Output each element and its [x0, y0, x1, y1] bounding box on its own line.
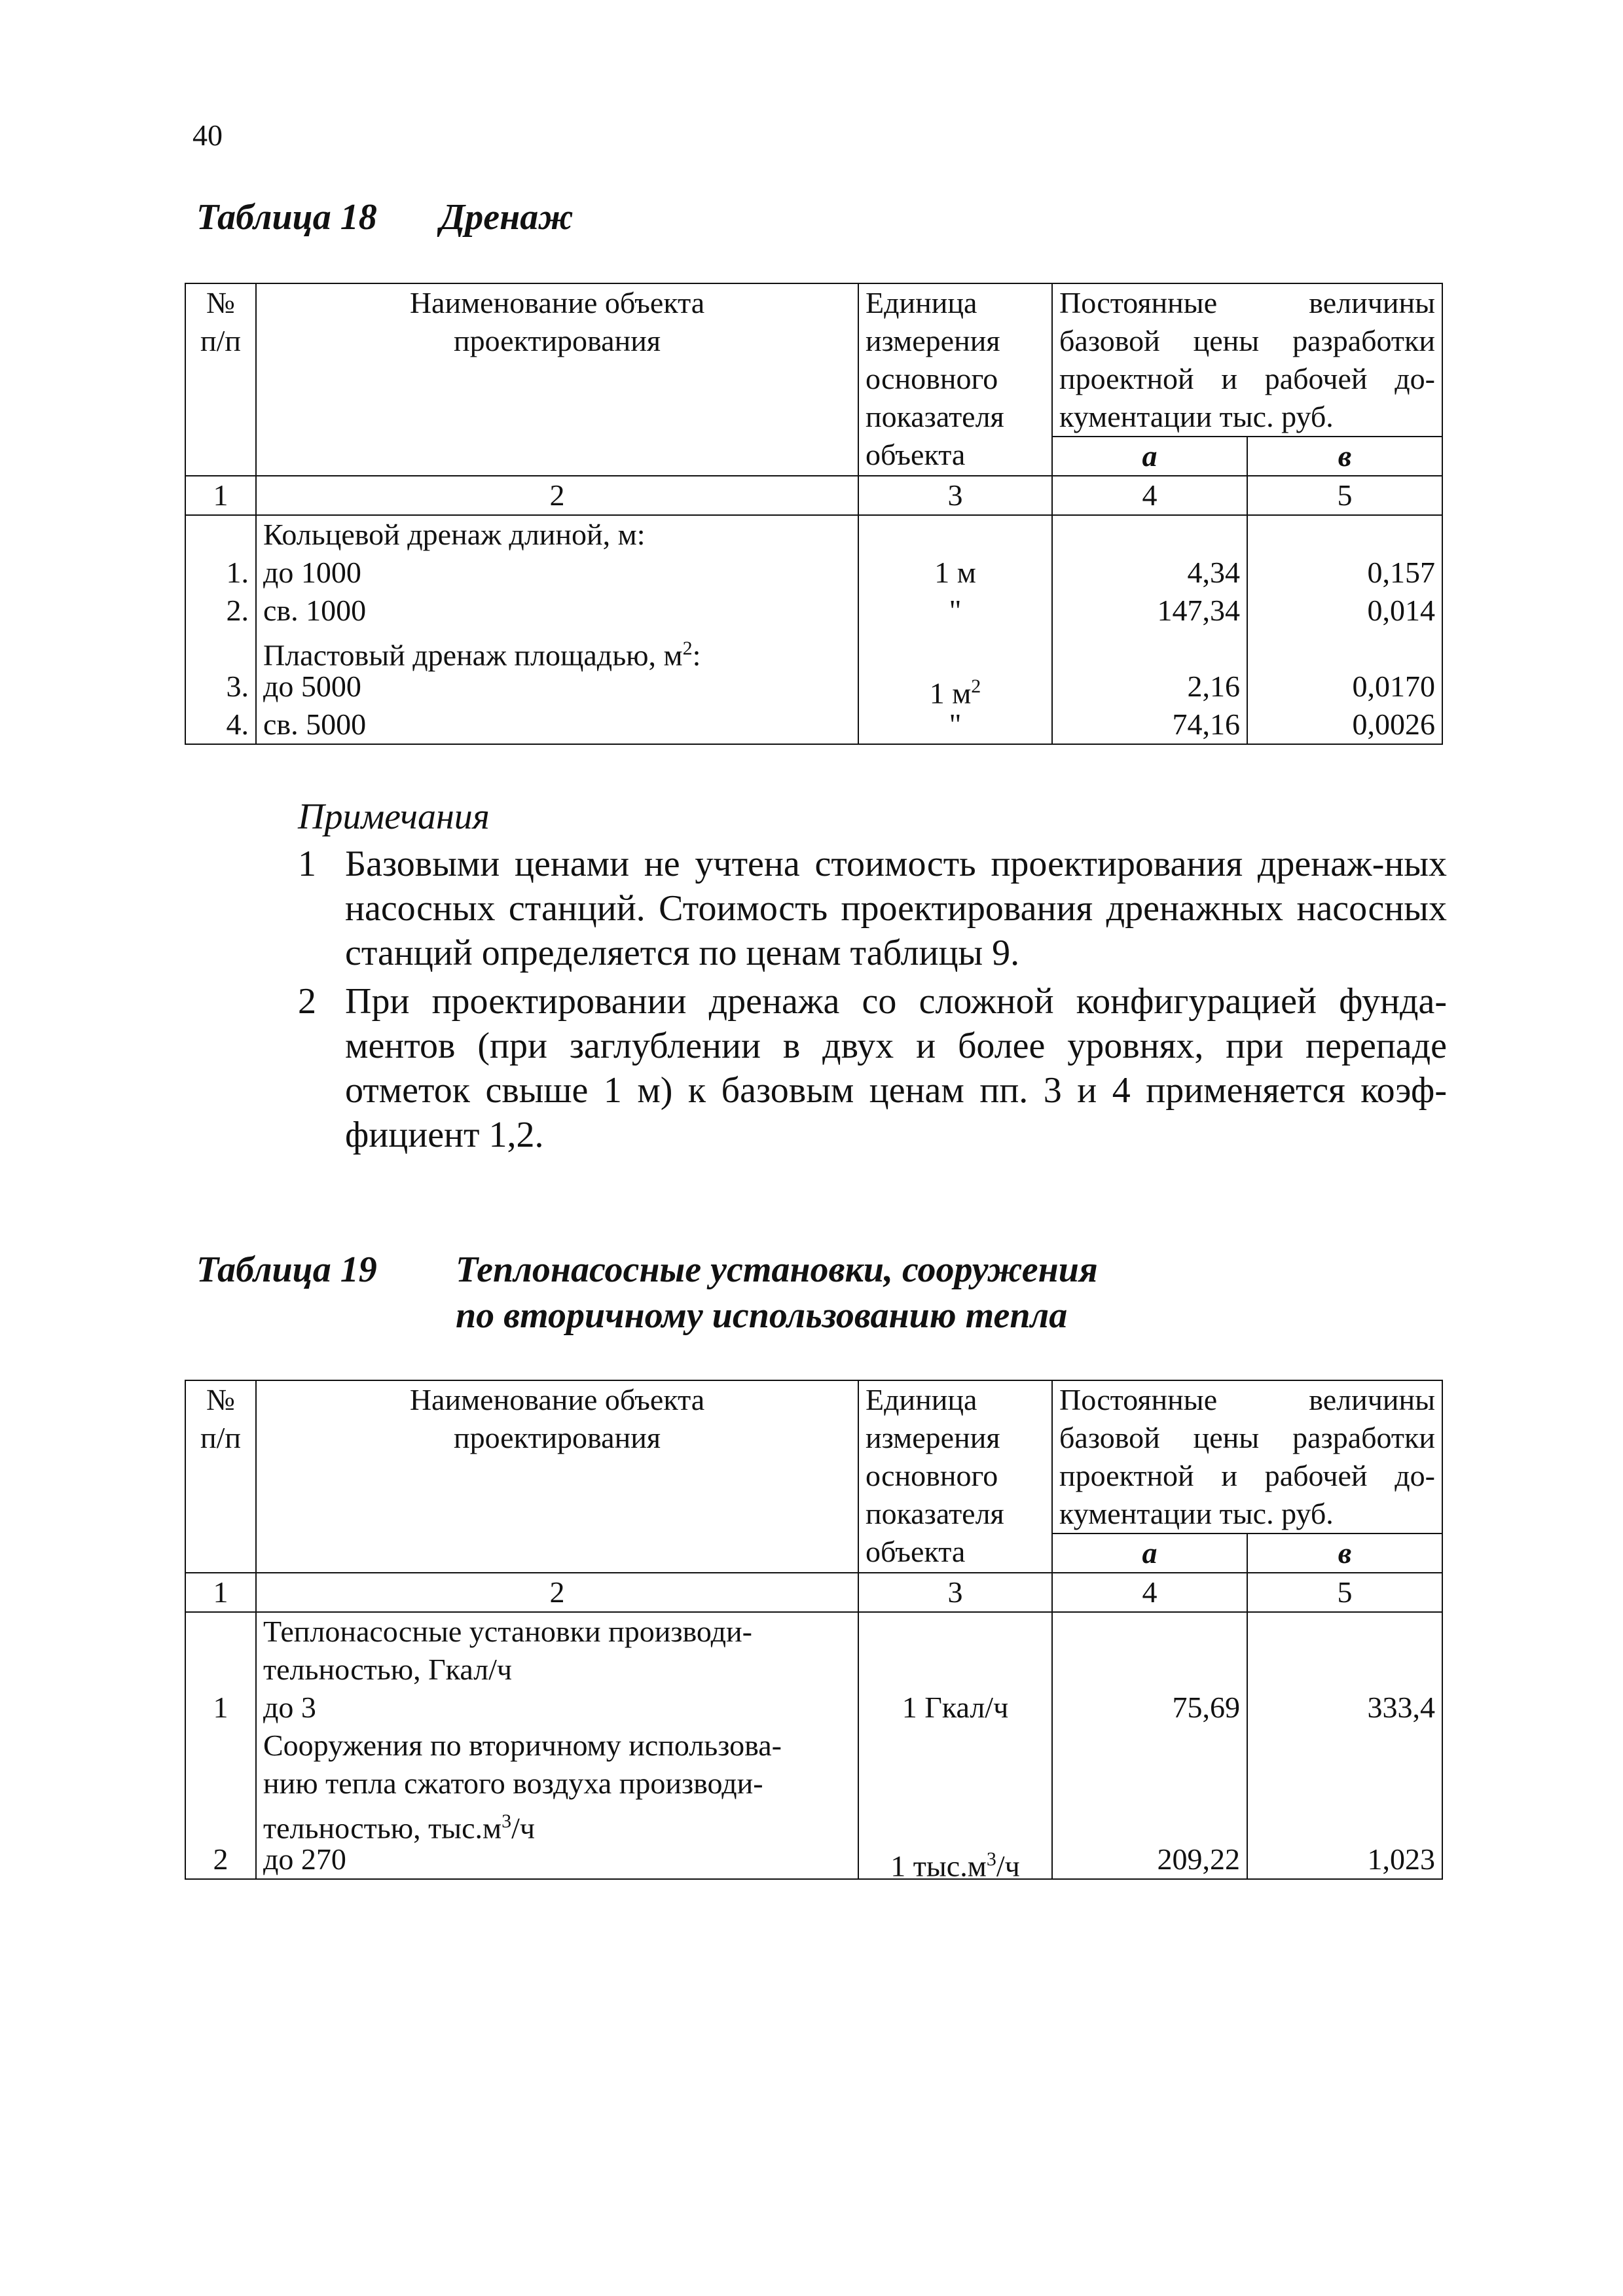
- col-number: 5: [1247, 1573, 1442, 1612]
- table-row: [185, 1612, 1442, 1879]
- row-b: 0,157 0,014 0,0170 0,0026: [1247, 515, 1442, 744]
- col-number: 3: [858, 476, 1052, 515]
- page-number: 40: [192, 118, 223, 152]
- column-numbers-row: [185, 476, 1442, 515]
- col-number: 2: [256, 476, 858, 515]
- subheader-b: в: [1247, 437, 1442, 476]
- col-number: 4: [1052, 1573, 1247, 1612]
- header-num: № п/п: [185, 1380, 256, 1573]
- table-18-title: Дренаж: [440, 197, 574, 238]
- header-num: № п/п: [185, 283, 256, 476]
- row-name: Кольцевой дренаж длиной, м: до 1000 св. 1000 Пластовый дренаж площадью, $м^2$: до 5000 св. 5000: [256, 515, 858, 744]
- col-number: 1: [185, 1573, 256, 1612]
- table-row: [185, 515, 1442, 744]
- col-number: 5: [1247, 476, 1442, 515]
- table-header-row: [185, 1380, 1442, 1534]
- col-number: 4: [1052, 476, 1247, 515]
- column-numbers-row: [185, 1573, 1442, 1612]
- col-number: 3: [858, 1573, 1052, 1612]
- group-label: Кольцевой дренаж длиной, м:: [263, 518, 646, 551]
- row-a: 75,69 209,22: [1052, 1612, 1247, 1879]
- col-number: 2: [256, 1573, 858, 1612]
- table-19-label: Таблица 19: [196, 1249, 377, 1290]
- header-name: Наименование объекта проектирования: [256, 1380, 858, 1573]
- table-19-title-line2: по вторичному использованию тепла: [456, 1295, 1068, 1336]
- header-name: Наименование объекта проектирования: [256, 283, 858, 476]
- row-unit: 1 м " 1 $м^2$ ": [858, 515, 1052, 744]
- header-unit: Единица измерения основного показателя объекта: [858, 283, 1052, 476]
- table-18: [185, 283, 1443, 745]
- subheader-b: в: [1247, 1534, 1442, 1573]
- notes: [298, 795, 1447, 1161]
- table-19-title-line1: Теплонасосные установки, сооружения: [456, 1249, 1098, 1290]
- table-18-label: Таблица 18: [196, 197, 377, 238]
- subheader-a: а: [1052, 437, 1247, 476]
- notes-title: Примечания: [298, 797, 490, 837]
- row-name: Теплонасосные установки производи- тельностью, Гкал/ч до 3 Сооружения по вторичному использова- нию тепла сжатого воздуха производи- тельностью, $тыс.м^3/ч$ до 270: [256, 1612, 858, 1879]
- table-19: [185, 1380, 1443, 1880]
- row-b: 333,4 1,023: [1247, 1612, 1442, 1879]
- note-item: 1 Базовыми ценами не учтена стоимость проектирования дренаж-ных насосных станций. Стоимость проектирования дренажных насосных станций определяется по ценам таблицы 9.: [298, 844, 1447, 973]
- subheader-a: а: [1052, 1534, 1247, 1573]
- row-unit: 1 Гкал/ч 1 $тыс.м^3/ч$: [858, 1612, 1052, 1879]
- group-label: Пластовый дренаж площадью, $м^2$:: [263, 637, 701, 672]
- note-item: 2 При проектировании дренажа со сложной конфигурацией фунда-ментов (при заглублении в двух и более уровнях, при перепаде отметок свыше 1 м) к базовым ценам пп. 3 и 4 применяется коэф-фициент 1,2.: [298, 981, 1447, 1155]
- row-a: 4,34 147,34 2,16 74,16: [1052, 515, 1247, 744]
- header-constants: Постоянные величины базовой цены разработки проектной и рабочей до- кументации тыс. руб.: [1052, 1380, 1442, 1534]
- header-unit: Единица измерения основного показателя объекта: [858, 1380, 1052, 1573]
- header-constants: Постоянные величины базовой цены разработки проектной и рабочей до- кументации тыс. руб.: [1052, 283, 1442, 437]
- row-num: 1. 2. 3. 4.: [185, 515, 256, 744]
- col-number: 1: [185, 476, 256, 515]
- table-header-row: [185, 283, 1442, 437]
- row-num: 1 2: [185, 1612, 256, 1879]
